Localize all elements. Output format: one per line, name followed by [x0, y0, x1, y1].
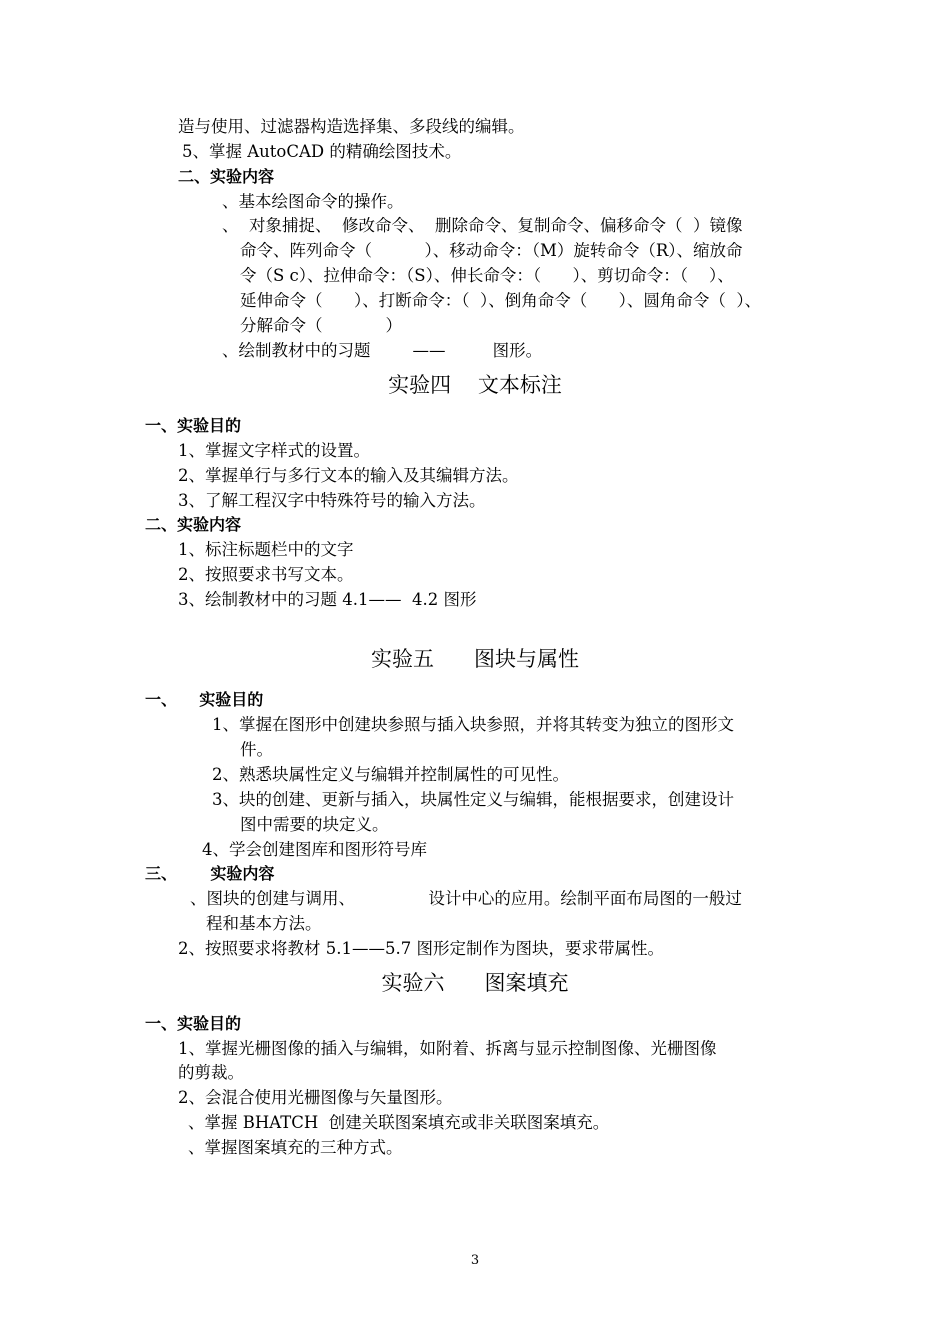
text-line: 命令、阵列命令（ ）、移动命令：（M）旋转命令（R）、缩放命 [240, 241, 743, 260]
text-line: 令（S c）、拉伸命令：（S）、伸长命令：（ ）、剪切命令：（ ）、 [240, 266, 734, 285]
text-line: 2、按照要求书写文本。 [178, 565, 354, 584]
section-heading: 一、实验目的 [145, 416, 242, 435]
text-line: 、基本绘图命令的操作。 [222, 192, 404, 211]
text-line: 3、块的创建、更新与插入，块属性定义与编辑，能根据要求，创建设计 [212, 790, 734, 809]
section-heading: 一、 实验目的 [145, 690, 264, 709]
text-line: 3、绘制教材中的习题 4.1—— 4.2 图形 [178, 590, 477, 609]
text-line: 、绘制教材中的习题 —— 图形。 [222, 341, 543, 360]
section-heading: 三、 实验内容 [145, 864, 275, 883]
text-line: 、图块的创建与调用、 设计中心的应用。绘制平面布局图的一般过 [190, 889, 742, 908]
chapter-title: 实验四 文本标注 [388, 373, 562, 397]
text-line: 的剪裁。 [178, 1063, 244, 1082]
page-number: 3 [470, 1253, 480, 1268]
text-line: 5、掌握 AutoCAD 的精确绘图技术。 [182, 142, 462, 161]
text-line: 件。 [240, 740, 273, 759]
text-line: 、 对象捕捉、 修改命令、 删除命令、复制命令、偏移命令（ ）镜像 [222, 216, 743, 235]
section-heading: 二、实验内容 [145, 515, 242, 534]
section-heading: 一、实验目的 [145, 1014, 242, 1033]
text-line: 2、会混合使用光栅图像与矢量图形。 [178, 1088, 453, 1107]
text-line: 1、标注标题栏中的文字 [178, 540, 354, 559]
text-line: 分解命令（ ） [240, 316, 402, 335]
text-line: 2、熟悉块属性定义与编辑并控制属性的可见性。 [212, 765, 569, 784]
chapter-title: 实验五 图块与属性 [370, 647, 580, 671]
text-line: 4、学会创建图库和图形符号库 [202, 840, 427, 859]
text-line: 1、掌握文字样式的设置。 [178, 441, 370, 460]
text-line: 、掌握图案填充的三种方式。 [188, 1138, 403, 1157]
text-line: 2、按照要求将教材 5.1——5.7 图形定制作为图块，要求带属性。 [178, 939, 664, 958]
text-line: 图中需要的块定义。 [240, 815, 389, 834]
section-heading: 二、实验内容 [178, 167, 275, 186]
text-line: 1、掌握光栅图像的插入与编辑，如附着、拆离与显示控制图像、光栅图像 [178, 1039, 717, 1058]
text-line: 、掌握 BHATCH 创建关联图案填充或非关联图案填充。 [188, 1113, 610, 1132]
text-line: 3、了解工程汉字中特殊符号的输入方法。 [178, 491, 486, 510]
text-line: 延伸命令（ ）、打断命令：（ ）、倒角命令（ ）、圆角命令（ ）、 [240, 291, 762, 310]
text-line: 1、掌握在图形中创建块参照与插入块参照，并将其转变为独立的图形文 [212, 715, 734, 734]
text-line: 造与使用、过滤器构造选择集、多段线的编辑。 [178, 117, 525, 136]
text-line: 2、掌握单行与多行文本的输入及其编辑方法。 [178, 466, 519, 485]
text-line: 程和基本方法。 [206, 914, 322, 933]
chapter-title: 实验六 图案填充 [381, 971, 569, 995]
